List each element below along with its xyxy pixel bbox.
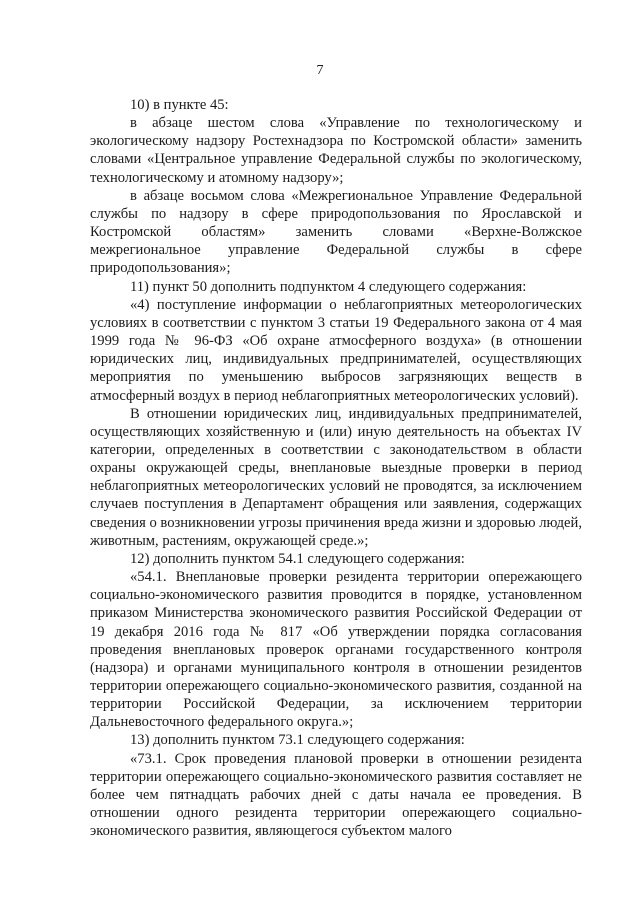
paragraph-category-iv: В отношении юридических лиц, индивидуальных предпринимателей, осуществляющих хозяйственную и (или) иную деятельность на объектах IV категории, определенных в соответствии с законодательством в области охраны окружающей среды, внеплановые выездные проверки в период неблагоприятных метеорологических условий не проводятся, за исключением случаев поступления в Департамент обращения или заявления, содержащих сведения о возникновении угрозы причинения вреда жизни и здоровью людей, животным, растениям, окружающей среде.»;: [90, 405, 582, 549]
document-body: [90, 96, 582, 840]
paragraph-item-13: 13) дополнить пунктом 73.1 следующего содержания:: [130, 732, 465, 749]
page-number: 7: [316, 63, 324, 78]
paragraph-subpoint-4: «4) поступление информации о неблагоприятных метеорологических условиях в соответствии с пунктом 3 статьи 19 Федерального закона от 4 мая 1999 года № 96-ФЗ «Об охране атмосферного воздуха» (в отношении юридических лиц, индивидуальных предпринимателей, осуществляющих мероприятия по уменьшению выбросов загрязняющих веществ в атмосферный воздух в период неблагоприятных метеорологических условий).: [90, 296, 582, 404]
paragraph-item-12: 12) дополнить пунктом 54.1 следующего содержания:: [130, 550, 465, 567]
paragraph-item-11: 11) пункт 50 дополнить подпунктом 4 следующего содержания:: [130, 278, 527, 295]
paragraph-item-10-abzac-8: в абзаце восьмом слова «Межрегиональное Управление Федеральной службы по надзору в сфере природопользования по Ярославской и Костромской областям» заменить словами «Верхне-Волжское межрегиональное управление Федеральной службы в сфере природопользования»;: [90, 187, 582, 277]
paragraph-point-54-1: «54.1. Внеплановые проверки резидента территории опережающего социально-экономического развития проводится в порядке, установленном приказом Министерства экономического развития Российской Федерации от 19 декабря 2016 года № 817 «Об утверждении порядка согласования проведения внеплановых проверок органами государственного контроля (надзора) и органами муниципального контроля в отношении резидентов территории опережающего социально-экономического развития, созданной на территории Российской Федерации, за исключением территории Дальневосточного федерального округа.»;: [90, 569, 582, 731]
paragraph-item-10-abzac-6: в абзаце шестом слова «Управление по технологическому и экологическому надзору Ростехнадзора по Костромской области» заменить словами «Центральное управление Федеральной службы по экологическому, технологическому и атомному надзору»;: [90, 115, 582, 186]
paragraph-item-10: 10) в пункте 45:: [130, 97, 229, 113]
paragraph-point-73-1: «73.1. Срок проведения плановой проверки в отношении резидента территории опережающего социально-экономического развития составляет не более чем пятнадцать рабочих дней с даты начала ее проведения. В отношении одного резидента территории опережающего социально-экономического развития, являющегося субъектом малого: [90, 750, 582, 840]
